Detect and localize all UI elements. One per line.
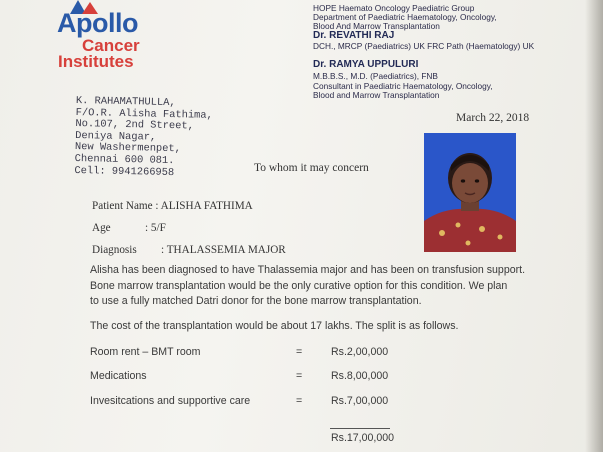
- address-line: K. RAHAMATHULLA,: [75, 95, 176, 110]
- cost-total: Rs.17,00,000: [331, 432, 395, 444]
- paper-shadow: [585, 0, 603, 452]
- cost-row-value: Rs.8,00,000: [331, 370, 389, 382]
- paragraph-line: Bone marrow transplantation would be the only curative option for this condition. We plan: [90, 280, 508, 292]
- patient-name: Patient Name : ALISHA FATHIMA: [92, 200, 253, 212]
- logo-institutes-text: Institutes: [58, 52, 134, 71]
- age-label: Age: [92, 222, 111, 234]
- header-group-line1: HOPE Haemato Oncology Paediatric Group: [313, 3, 475, 13]
- cost-row-equals: =: [296, 370, 303, 382]
- diagnosis-label: Diagnosis: [92, 244, 137, 256]
- header-group-line3: Blood And Marrow Transplantation: [313, 21, 440, 31]
- address-line: Cell: 9941266958: [74, 164, 175, 179]
- cost-intro: The cost of the transplantation would be about 17 lakhs. The split is as follows.: [90, 320, 459, 332]
- paragraph-line: Alisha has been diagnosed to have Thalassemia major and has been on transfusion support.: [90, 264, 526, 276]
- address-line: No.107, 2nd Street,: [75, 118, 194, 133]
- logo-cancer-text: Cancer: [82, 36, 140, 55]
- address-line: F/O.R. Alisha Fathima,: [75, 106, 213, 122]
- cost-row-equals: =: [296, 395, 303, 407]
- patient-photo: [424, 133, 516, 252]
- salutation: To whom it may concern: [254, 162, 369, 174]
- total-divider: [330, 428, 390, 429]
- address-line: Deniya Nagar,: [75, 129, 157, 144]
- doctor1-name: Dr. REVATHI RAJ: [313, 30, 395, 41]
- header-group-line2: Department of Paediatric Haematology, Oncology,: [313, 12, 497, 22]
- cost-row-label: Medications: [90, 370, 147, 382]
- child-portrait-image: [424, 133, 516, 252]
- cost-row-value: Rs.7,00,000: [331, 395, 389, 407]
- doctor2-name: Dr. RAMYA UPPULURI: [313, 59, 419, 70]
- letter-date: March 22, 2018: [456, 112, 530, 124]
- paragraph-line: to use a fully matched Datri donor for the bone marrow transplantation.: [90, 295, 422, 307]
- doctor2-quals: M.B.B.S., M.D. (Paediatrics), FNB: [313, 71, 438, 81]
- cost-row-equals: =: [296, 346, 303, 358]
- doctor2-role2: Blood and Marrow Transplantation: [313, 90, 440, 100]
- doctor2-role1: Consultant in Paediatric Haematology, Oncology,: [313, 81, 493, 91]
- cost-row-value: Rs.2,00,000: [331, 346, 389, 358]
- age-value: : 5/F: [145, 222, 166, 234]
- logo-apollo-text: Apollo: [57, 8, 138, 38]
- cost-row-label: Room rent – BMT room: [90, 346, 201, 358]
- recipient-address: [74, 96, 213, 180]
- address-line: Chennai 600 081.: [74, 152, 175, 168]
- diagnosis-value: : THALASSEMIA MAJOR: [161, 244, 286, 256]
- address-line: New Washermenpet,: [74, 141, 182, 156]
- cost-row-label: Invesitcations and supportive care: [90, 395, 251, 407]
- doctor1-quals: DCH., MRCP (Paediatrics) UK FRC Path (Haematology) UK: [313, 41, 535, 51]
